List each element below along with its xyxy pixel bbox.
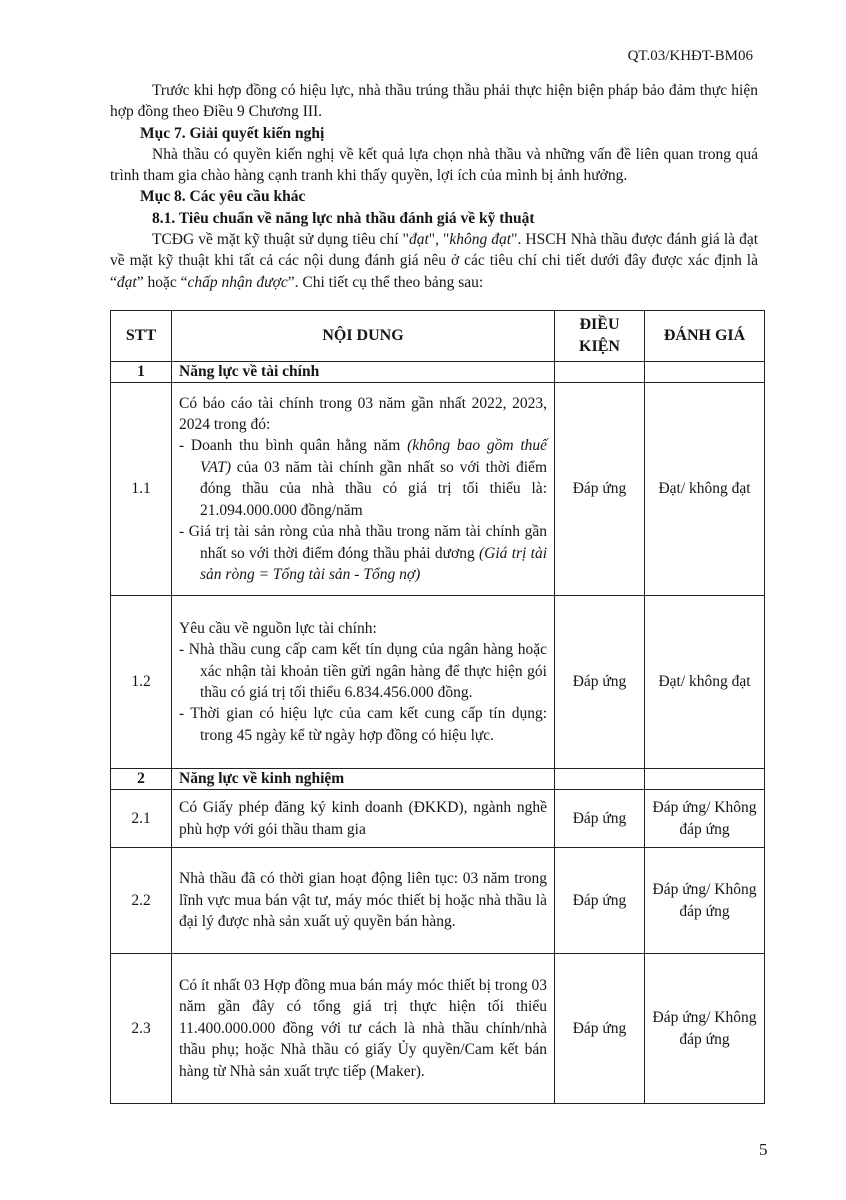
row-bullet: - Doanh thu bình quân hằng năm (không bao gồm thuế VAT) của 03 năm tài chính gần nhất so với thời điểm đóng thầu của nhà thầu có giá trị tối thiểu là: 21.094.000.000 đồng/năm — [179, 437, 548, 519]
heading-muc-7: Mục 7. Giải quyết kiến nghị — [140, 124, 325, 142]
table-row — [111, 383, 765, 596]
row-evaluation: Đạt/ không đạt — [645, 596, 765, 769]
row-evaluation: Đáp ứng/ Không đáp ứng — [645, 790, 765, 848]
table-row — [111, 790, 765, 848]
empty-cell — [645, 769, 765, 790]
row-intro: Có báo cáo tài chính trong 03 năm gần nhất 2022, 2023, 2024 trong đó: — [179, 394, 547, 434]
row-condition: Đáp ứng — [555, 596, 645, 769]
row-bullet: - Thời gian có hiệu lực của cam kết cung cấp tín dụng: trong 45 ngày kể từ ngày hợp đồng có hiệu lực. — [179, 705, 547, 744]
empty-cell — [555, 769, 645, 790]
row-intro: Yêu cầu về nguồn lực tài chính: — [179, 619, 377, 637]
row-bullet: - Giá trị tài sản ròng của nhà thầu trong năm tài chính gần nhất so với thời điểm đóng thầu phải dương (Giá trị tài sản ròng = Tổng tài sản - Tổng nợ) — [179, 523, 547, 583]
row-content — [172, 383, 555, 596]
row-condition: Đáp ứng — [555, 954, 645, 1104]
table-row — [111, 848, 765, 954]
row-content — [172, 596, 555, 769]
row-stt: 1.1 — [111, 383, 172, 596]
row-content: Có ít nhất 03 Hợp đồng mua bán máy móc thiết bị trong 03 năm gần đây có tổng giá trị thực hiện tối thiểu 11.400.000.000 đồng với tư cách là nhà thầu chính/nhà thầu phụ; hoặc Nhà thầu có giấy Ủy quyền/Cam kết bán hàng từ Nhà sản xuất trực tiếp (Maker). — [172, 954, 555, 1104]
group-row-financial — [111, 362, 765, 383]
group-title: Năng lực về tài chính — [172, 362, 555, 383]
table-row — [111, 596, 765, 769]
table-header-row — [111, 311, 765, 362]
row-stt: 1.2 — [111, 596, 172, 769]
evaluation-table — [110, 310, 765, 1104]
row-condition: Đáp ứng — [555, 383, 645, 596]
row-evaluation: Đạt/ không đạt — [645, 383, 765, 596]
row-evaluation: Đáp ứng/ Không đáp ứng — [645, 954, 765, 1104]
row-evaluation: Đáp ứng/ Không đáp ứng — [645, 848, 765, 954]
row-condition: Đáp ứng — [555, 848, 645, 954]
heading-muc-8: Mục 8. Các yêu cầu khác — [140, 188, 306, 206]
heading-8-1: 8.1. Tiêu chuẩn về năng lực nhà thầu đánh giá về kỹ thuật — [152, 209, 535, 227]
document-code: QT.03/KHĐT-BM06 — [627, 48, 753, 64]
group-title: Năng lực về kinh nghiệm — [172, 769, 555, 790]
group-stt: 1 — [111, 362, 172, 383]
paragraph-contract-security: Trước khi hợp đồng có hiệu lực, nhà thầu trúng thầu phải thực hiện biện pháp bảo đảm thực hiện hợp đồng theo Điều 9 Chương III. — [110, 82, 758, 121]
table-row — [111, 954, 765, 1104]
header-content: NỘI DUNG — [172, 311, 555, 362]
empty-cell — [645, 362, 765, 383]
row-content: Có Giấy phép đăng ký kinh doanh (ĐKKD), ngành nghề phù hợp với gói thầu tham gia — [172, 790, 555, 848]
row-condition: Đáp ứng — [555, 790, 645, 848]
row-content: Nhà thầu đã có thời gian hoạt động liên tục: 03 năm trong lĩnh vực mua bán vật tư, máy móc thiết bị hoặc nhà thầu là đại lý được nhà sản xuất uỷ quyền bán hàng. — [172, 848, 555, 954]
paragraph-complaints: Nhà thầu có quyền kiến nghị về kết quả lựa chọn nhà thầu và những vấn đề liên quan trong quá trình tham gia chào hàng cạnh tranh khi thấy quyền, lợi ích của mình bị ảnh hưởng. — [110, 145, 758, 185]
group-row-experience — [111, 769, 765, 790]
paragraph-technical-criteria: TCĐG về mặt kỹ thuật sử dụng tiêu chí "đạt", "không đạt". HSCH Nhà thầu được đánh giá là đạt về mặt kỹ thuật khi tất cả các nội dung đánh giá nêu ở các tiêu chí chi tiết dưới đây được xác định là “đạt” hoặc “chấp nhận được”. Chi tiết cụ thể theo bảng sau: — [110, 231, 759, 291]
header-condition: ĐIỀU KIỆN — [555, 311, 645, 362]
row-stt: 2.1 — [111, 790, 172, 848]
empty-cell — [555, 362, 645, 383]
page-number: 5 — [759, 1140, 768, 1159]
group-stt: 2 — [111, 769, 172, 790]
body-text — [110, 80, 758, 293]
header-stt: STT — [111, 311, 172, 362]
row-stt: 2.2 — [111, 848, 172, 954]
header-evaluation: ĐÁNH GIÁ — [645, 311, 765, 362]
row-stt: 2.3 — [111, 954, 172, 1104]
row-bullet: - Nhà thầu cung cấp cam kết tín dụng của ngân hàng hoặc xác nhận tài khoản tiền gửi ngân hàng để thực hiện gói thầu có giá trị tối thiểu 6.834.456.000 đồng. — [179, 641, 547, 701]
